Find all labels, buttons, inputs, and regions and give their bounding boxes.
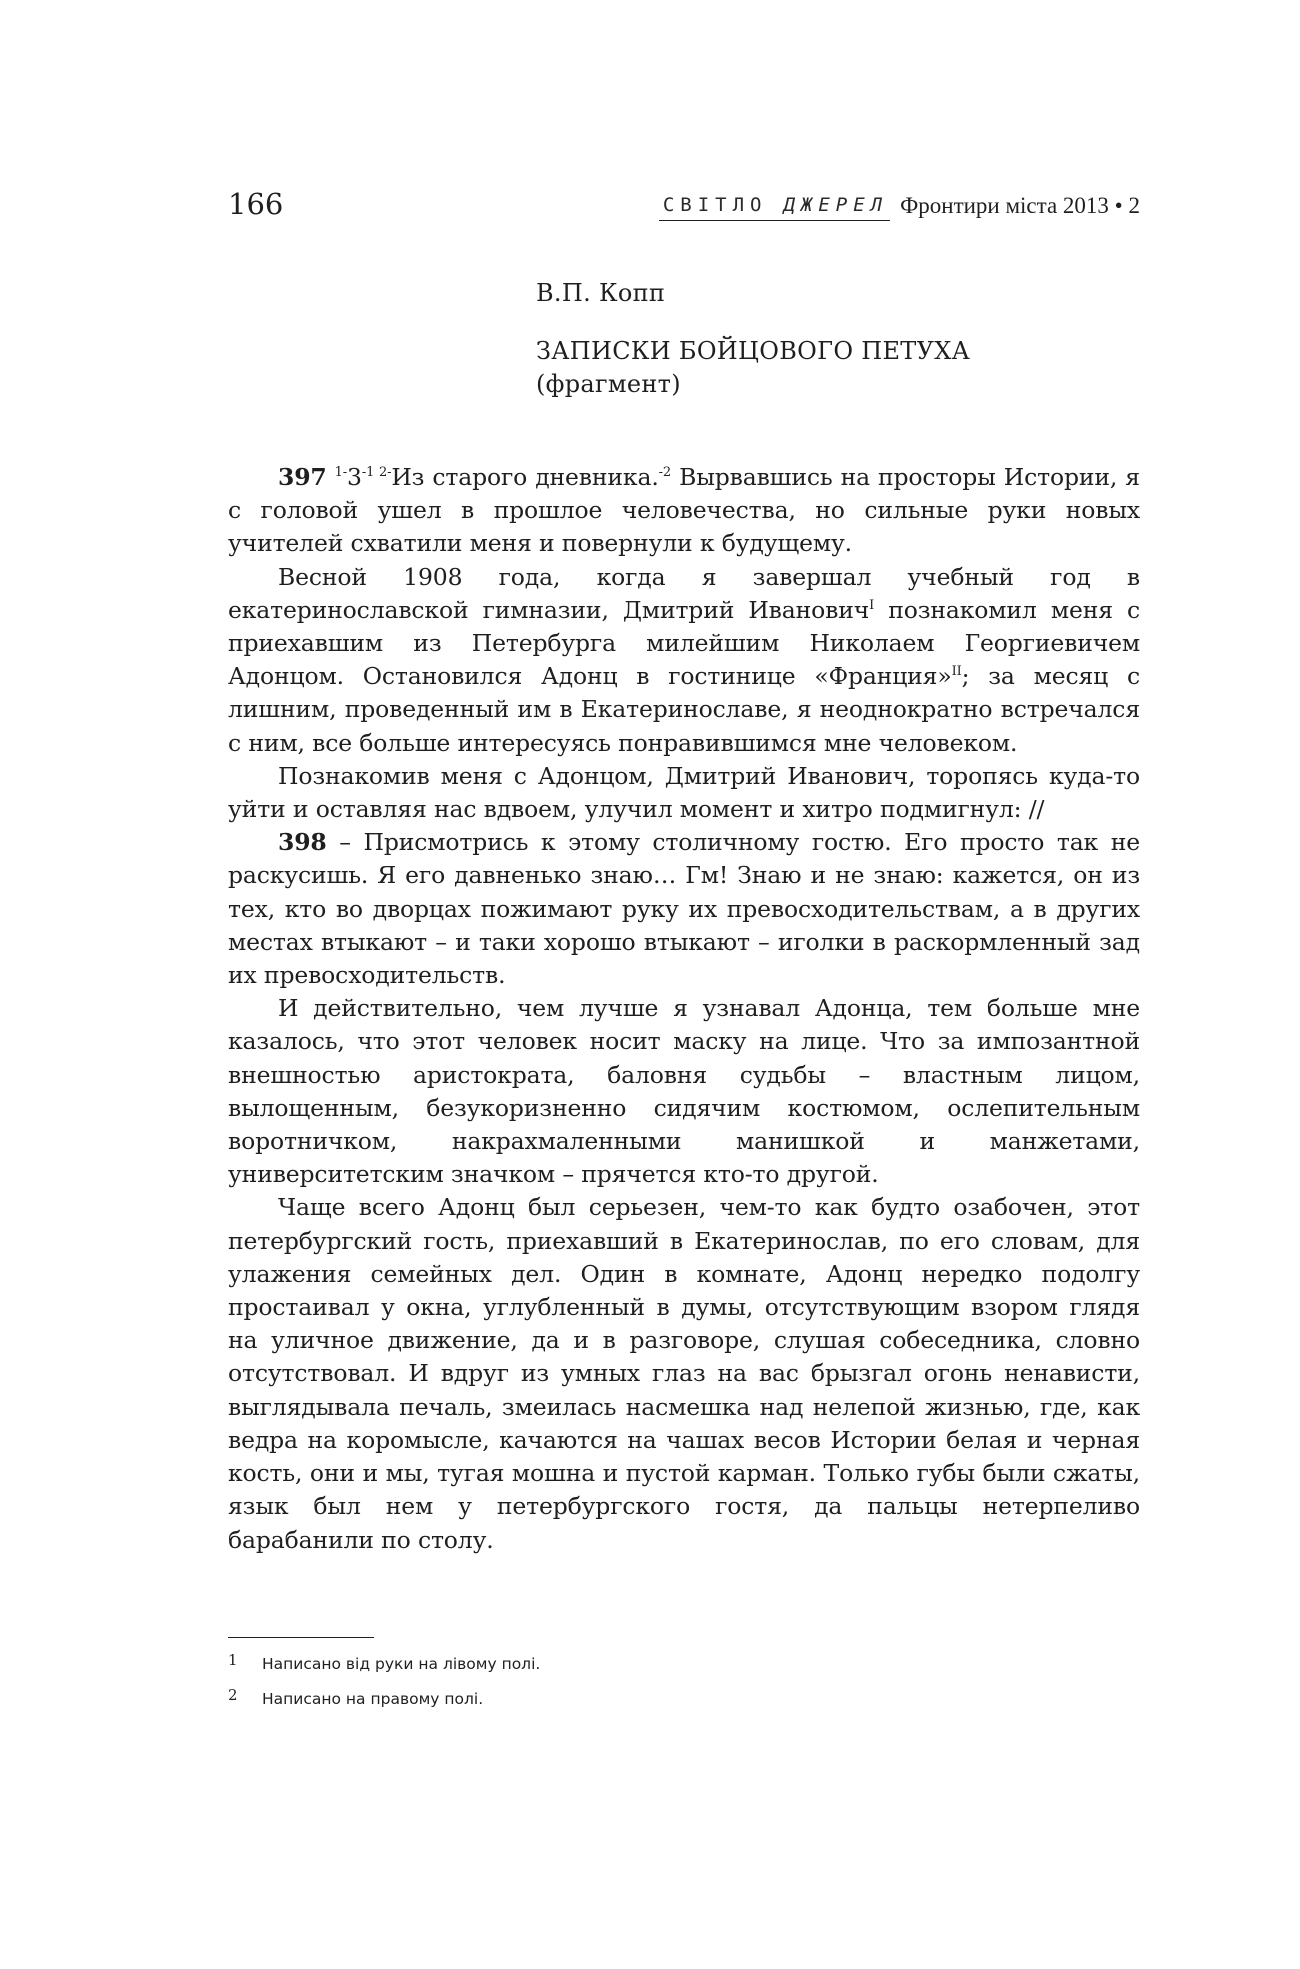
- editorial-mark-c: -2: [658, 465, 672, 480]
- paragraph-4-text: – Присмотрись к этому столичному гостю. Его просто так не раскусишь. Я его давненько знаю… Гм! Знаю и не знаю: кажется, он из тех, кто во дворцах пожимают руку их превосходительствам, а в других местах втыкают – и таки хорошо втыкают – иголки в раскормленный зад их превосходительств.: [228, 828, 1140, 990]
- body-paragraph-5: И действительно, чем лучше я узнавал Адонца, тем больше мне казалось, что этот человек носит маску на лице. Что за импозантной внешностью аристократа, баловня судьбы – властным лицом, вылощенным, безукоризненно сидячим костюмом, ослепительным воротничком, накрахмаленными манишкой и манжетами, университетским значком – прячется кто-то другой.: [228, 994, 1140, 1189]
- article-title: ЗАПИСКИ БОЙЦОВОГО ПЕТУХА: [536, 337, 971, 365]
- footnote-number: 2: [228, 1686, 238, 1704]
- series-logo-word-1: СВІТЛО: [662, 194, 768, 216]
- paragraph-1-text-b: Вырвавшись на просторы Истории, я с головой ушел в прошлое человечества, но сильные руки новых учителей схватили меня и повернули к будущему.: [228, 463, 1140, 558]
- footnotes: [228, 1653, 1128, 1723]
- paragraph-1-text-a: Из старого дневника.: [391, 463, 659, 491]
- series-logo: [659, 194, 890, 221]
- footnote-2: [228, 1688, 1128, 1710]
- article-author: В.П. Копп: [536, 279, 666, 307]
- footnote-1: [228, 1653, 1128, 1675]
- editorial-mark-a: 1-: [334, 465, 348, 480]
- series-logo-word-2: [783, 194, 888, 216]
- body-paragraph-6: Чаще всего Адонц был серьезен, чем-то как будто озабочен, этот петербургский гость, приехавший в Екатеринослав, по его словам, для улажения семейных дел. Один в комнате, Адонц нередко подолгу простаивал у окна, углубленный в думы, отсутствующим взором глядя на уличное движение, да и в разговоре, слушая собеседника, словно отсутствовал. И вдруг из умных глаз на вас брызгал огонь ненависти, выглядывала печаль, змеилась насмешка над нелепой жизнью, где, как ведра на коромысле, качаются на чашах весов Истории белая и черная кость, они и мы, тугая мошна и пустой карман. Только губы были сжаты, язык был нем у петербургского гостя, да пальцы нетерпеливо барабанили по столу.: [228, 1193, 1140, 1554]
- footnote-number: 1: [228, 1651, 238, 1669]
- paragraph-2-text-a: Весной 1908 года, когда я завершал учебный год в екатеринославской гимназии, Дмитрий Иванович: [228, 562, 1140, 624]
- paragraph-1-mid: 3: [347, 463, 362, 491]
- footnote-text: Написано на правому полі.: [262, 1690, 484, 1708]
- endnote-ref-I[interactable]: I: [869, 597, 875, 613]
- title-block: [536, 276, 1136, 400]
- journal-info: Фронтири міста 2013 • 2: [900, 193, 1140, 218]
- article-body: [228, 461, 1140, 1557]
- body-paragraph-2: [228, 561, 1140, 760]
- endnote-ref-II[interactable]: II: [951, 664, 962, 680]
- editorial-mark-b: -1 2-: [361, 465, 392, 480]
- manuscript-page-number-398: 398: [278, 828, 327, 857]
- footnote-divider: [228, 1637, 374, 1638]
- running-header: [659, 186, 1140, 226]
- manuscript-page-number-397: 397: [278, 463, 327, 491]
- article-subtitle: (фрагмент): [536, 370, 681, 398]
- body-paragraph-3: Познакомив меня с Адонцом, Дмитрий Иванович, торопясь куда-то уйти и оставляя нас вдвоем, улучил момент и хитро подмигнул: //: [228, 761, 1140, 824]
- series-logo-word-2-text: ДЖЕРЕЛ: [783, 194, 889, 216]
- page-number: 166: [228, 187, 284, 221]
- body-paragraph-1: [228, 461, 1140, 561]
- footnote-text: Написано від руки на лівому полі.: [262, 1655, 541, 1673]
- body-paragraph-4: [228, 826, 1140, 992]
- paragraph-2-text-c: ; за месяц с лишним, проведенный им в Екатеринославе, я неоднократно встречался с ним, все больше интересуясь понравившимся мне человеком.: [228, 662, 1140, 757]
- paragraph-2-text-b: познакомил меня с приехавшим из Петербурга милейшим Николаем Георгиевичем Адонцом. Остановился Адонц в гостинице «Франция»: [228, 595, 1140, 691]
